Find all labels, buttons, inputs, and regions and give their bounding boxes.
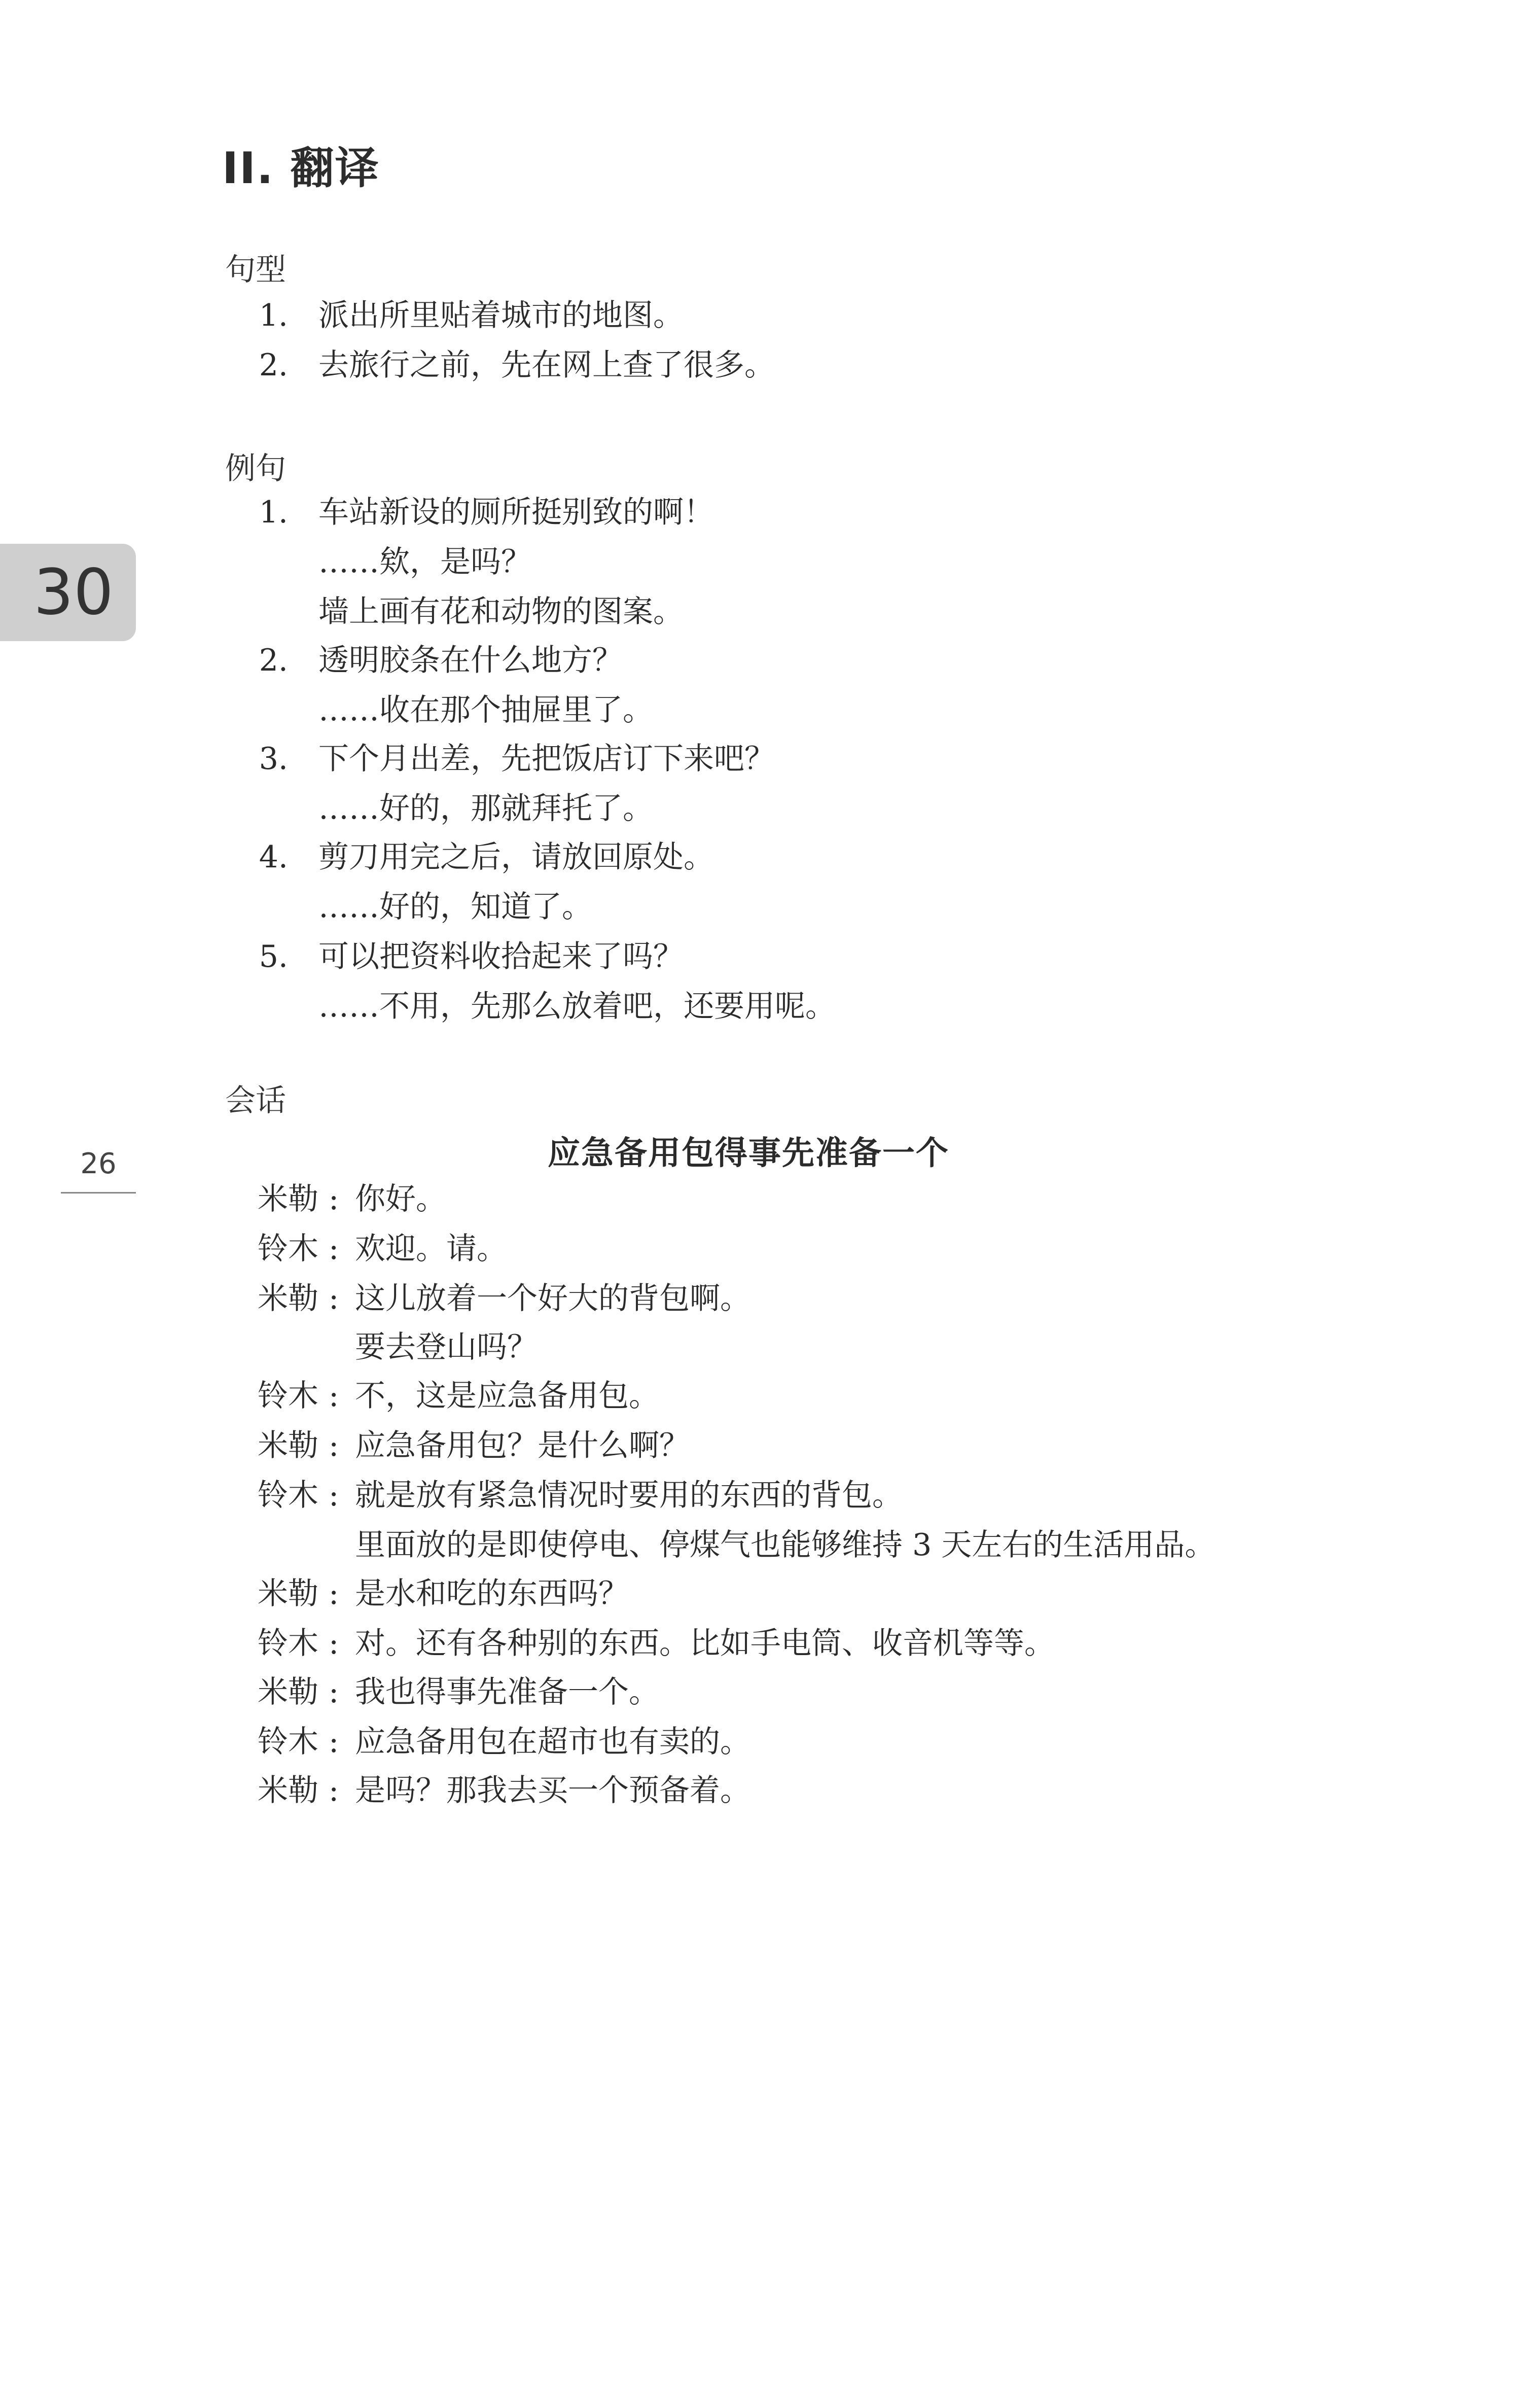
page-number-rule — [61, 1192, 136, 1194]
speaker-colon: : — [329, 1576, 339, 1611]
dialogue-line: 应急备用包在超市也有卖的。 — [355, 1724, 750, 1760]
dialogue-line: 我也得事先准备一个。 — [355, 1674, 659, 1710]
chapter-tab-number: 30 — [33, 556, 114, 629]
example-line: 下个月出差，先把饭店订下来吧？ — [318, 741, 775, 777]
speaker-name: 米勒 — [258, 1281, 318, 1316]
dialogue-line: 对。还有各种别的东西。比如手电筒、收音机等等。 — [355, 1626, 1055, 1661]
speaker-name: 米勒 — [258, 1773, 318, 1808]
speaker-colon: : — [329, 1724, 339, 1760]
dialogue-line: 不，这是应急备用包。 — [355, 1378, 659, 1414]
speaker-name: 米勒 — [258, 1576, 318, 1611]
sentence-patterns-heading: 句型 — [225, 252, 286, 288]
example-line: 车站新设的厕所挺别致的啊！ — [318, 495, 714, 530]
speaker-name: 米勒 — [258, 1674, 318, 1710]
pattern-number: 2. — [259, 347, 288, 383]
dialogue-line: 是吗？那我去买一个预备着。 — [355, 1773, 750, 1808]
dialogue-line: 里面放的是即使停电、停煤气也能够维持 3 天左右的生活用品。 — [355, 1527, 1215, 1563]
speaker-colon: : — [329, 1478, 339, 1513]
speaker-colon: : — [329, 1231, 339, 1267]
example-number: 5. — [259, 939, 288, 974]
example-line: ……欸，是吗？ — [318, 544, 531, 580]
page-number: 26 — [80, 1147, 117, 1180]
speaker-colon: : — [329, 1428, 339, 1463]
speaker-name: 铃木 — [258, 1724, 318, 1760]
conversation-heading: 会话 — [225, 1083, 286, 1118]
speaker-name: 铃木 — [258, 1231, 318, 1267]
dialogue-line: 这儿放着一个好大的背包啊。 — [355, 1281, 750, 1316]
example-line: 可以把资料收拾起来了吗？ — [318, 939, 684, 974]
pattern-text: 去旅行之前，先在网上查了很多。 — [318, 347, 775, 383]
pattern-text: 派出所里贴着城市的地图。 — [318, 298, 684, 333]
example-number: 2. — [259, 643, 288, 678]
conversation-title: 应急备用包得事先准备一个 — [548, 1134, 949, 1172]
dialogue-line: 就是放有紧急情况时要用的东西的背包。 — [355, 1478, 903, 1513]
example-number: 3. — [259, 741, 288, 777]
example-line: 剪刀用完之后，请放回原处。 — [318, 839, 714, 875]
example-line: ……不用，先那么放着吧，还要用呢。 — [318, 989, 836, 1024]
speaker-colon: : — [329, 1181, 339, 1217]
pattern-number: 1. — [259, 298, 288, 333]
speaker-colon: : — [329, 1626, 339, 1661]
example-sentences-heading: 例句 — [225, 451, 286, 486]
speaker-name: 米勒 — [258, 1181, 318, 1217]
dialogue-line: 欢迎。请。 — [355, 1231, 507, 1267]
section-title: II. 翻译 — [222, 143, 380, 194]
dialogue-line: 你好。 — [355, 1181, 446, 1217]
speaker-name: 铃木 — [258, 1378, 318, 1414]
example-number: 4. — [259, 839, 288, 875]
speaker-colon: : — [329, 1378, 339, 1414]
dialogue-line: 是水和吃的东西吗？ — [355, 1576, 629, 1611]
speaker-name: 铃木 — [258, 1626, 318, 1661]
example-number: 1. — [259, 495, 288, 530]
example-line: ……好的，知道了。 — [318, 889, 592, 925]
chapter-tab — [0, 544, 136, 641]
example-line: ……收在那个抽屉里了。 — [318, 692, 653, 728]
dialogue-line: 应急备用包？是什么啊？ — [355, 1428, 690, 1463]
example-line: ……好的，那就拜托了。 — [318, 791, 653, 826]
speaker-colon: : — [329, 1674, 339, 1710]
example-line: 透明胶条在什么地方？ — [318, 643, 623, 678]
speaker-name: 米勒 — [258, 1428, 318, 1463]
dialogue-line: 要去登山吗？ — [355, 1329, 538, 1365]
speaker-colon: : — [329, 1773, 339, 1808]
speaker-name: 铃木 — [258, 1478, 318, 1513]
speaker-colon: : — [329, 1281, 339, 1316]
example-line: 墙上画有花和动物的图案。 — [318, 594, 684, 629]
